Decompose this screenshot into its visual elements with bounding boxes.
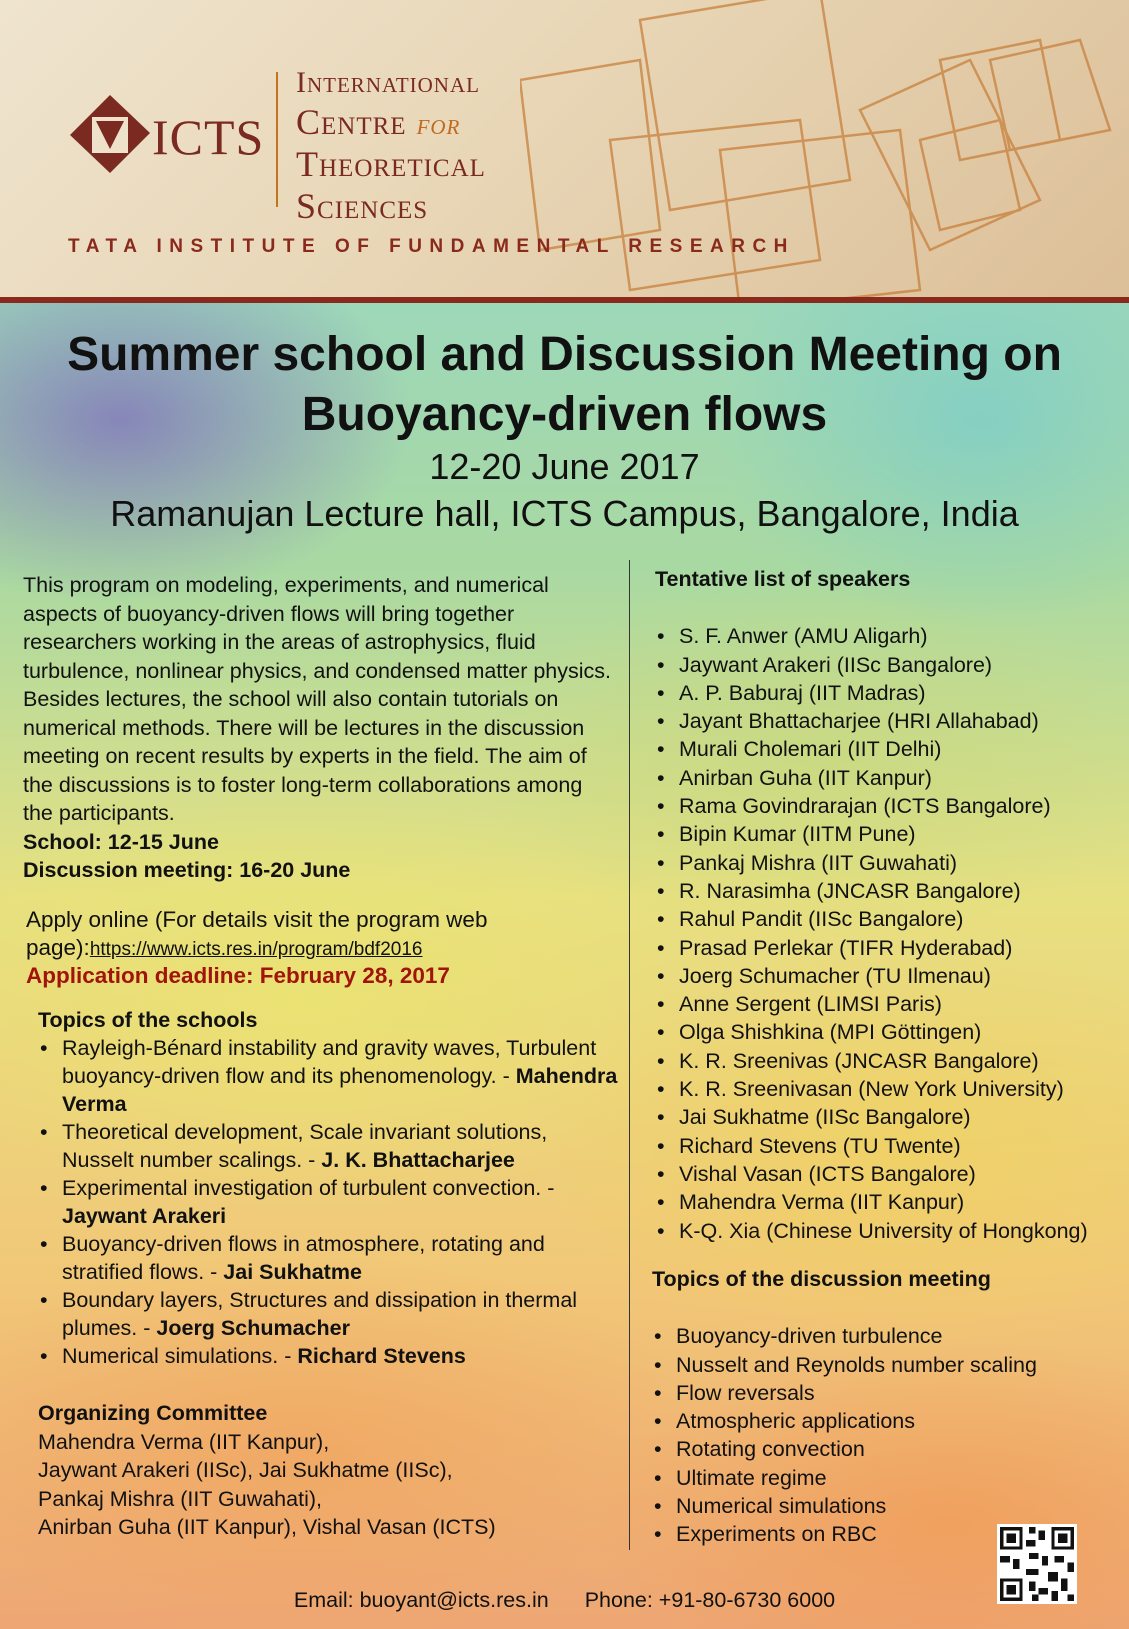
- list-item: • Rahul Pandit (IISc Bangalore): [655, 905, 1125, 933]
- organizing-committee: [38, 1399, 618, 1542]
- list-item: • S. F. Anwer (AMU Aligarh): [655, 622, 1125, 650]
- speakers-list: [655, 565, 1125, 1245]
- speakers-heading: Tentative list of speakers: [655, 567, 911, 591]
- list-item: • Jayant Bhattacharjee (HRI Allahabad): [655, 707, 1125, 735]
- icts-logo-icon: [70, 95, 150, 173]
- list-item: • Numerical simulations: [652, 1492, 1122, 1520]
- topic-text: Rayleigh-Bénard instability and gravity waves, Turbulent buoyancy-driven flow and its phenomenology. -: [62, 1036, 597, 1088]
- list-item: • Bipin Kumar (IITM Pune): [655, 820, 1125, 848]
- apply-info: [26, 906, 616, 964]
- logo-divider: [276, 72, 278, 207]
- discussion-dates: Discussion meeting: 16-20 June: [23, 858, 351, 882]
- for-word: for: [416, 108, 461, 141]
- list-item: • Jai Sukhatme (IISc Bangalore): [655, 1103, 1125, 1131]
- list-item: • Jaywant Arakeri (IISc Bangalore): [655, 651, 1125, 679]
- list-item: • Rotating convection: [652, 1435, 1122, 1463]
- committee-line: Mahendra Verma (IIT Kanpur),: [38, 1429, 330, 1454]
- list-item: [38, 1286, 618, 1342]
- committee-line: Pankaj Mishra (IIT Guwahati),: [38, 1486, 322, 1511]
- list-item: • Pankaj Mishra (IIT Guwahati): [655, 849, 1125, 877]
- school-topics-list: [38, 1034, 618, 1370]
- application-deadline: Application deadline: February 28, 2017: [26, 963, 450, 988]
- list-item: • Experiments on RBC: [652, 1520, 1122, 1548]
- topic-speaker: Richard Stevens: [297, 1344, 466, 1368]
- contact-phone: Phone: +91-80-6730 6000: [584, 1588, 836, 1612]
- topic-text: Boundary layers, Structures and dissipation in thermal plumes. -: [62, 1288, 578, 1340]
- event-title-line-2: Buoyancy-driven flows: [301, 388, 828, 441]
- header-banner: [0, 0, 1129, 303]
- centre-line-4: Sciences: [296, 186, 429, 226]
- meeting-topics: [652, 1265, 1122, 1549]
- list-item: • Buoyancy-driven turbulence: [652, 1322, 1122, 1350]
- list-item: • Anne Sergent (LIMSI Paris): [655, 990, 1125, 1018]
- list-item: • A. P. Baburaj (IIT Madras): [655, 679, 1125, 707]
- centre-line-3: Theoretical: [296, 144, 486, 184]
- list-item: • Vishal Vasan (ICTS Bangalore): [655, 1160, 1125, 1188]
- list-item: • Joerg Schumacher (TU Ilmenau): [655, 962, 1125, 990]
- centre-word: Centre: [296, 102, 407, 142]
- list-item: • Nusselt and Reynolds number scaling: [652, 1351, 1122, 1379]
- list-item: [38, 1118, 618, 1174]
- centre-line-2: [296, 104, 486, 140]
- topic-text: Experimental investigation of turbulent convection. -: [62, 1176, 555, 1200]
- topic-text: Numerical simulations. -: [62, 1344, 298, 1368]
- speaker-items: [655, 622, 1125, 1245]
- intro-text: This program on modeling, experiments, and numerical aspects of buoyancy-driven flows will bring together researchers working in the areas of astrophysics, fluid turbulence, nonlinear physics, and condensed matter physics. Besides lectures, the school will also contain tutorials on numerical methods. There will be lectures in the discussion meeting on recent results by experts in the field. The aim of the discussions is to foster long-term collaborations among the participants.: [23, 573, 612, 825]
- column-divider: [629, 560, 630, 1550]
- event-dates: 12-20 June 2017: [429, 446, 700, 487]
- list-item: • K. R. Sreenivas (JNCASR Bangalore): [655, 1047, 1125, 1075]
- list-item: • Rama Govindrarajan (ICTS Bangalore): [655, 792, 1125, 820]
- list-item: • Flow reversals: [652, 1379, 1122, 1407]
- topic-speaker: Jaywant Arakeri: [62, 1204, 227, 1228]
- list-item: • K. R. Sreenivasan (New York University): [655, 1075, 1125, 1103]
- list-item: • Prasad Perlekar (TIFR Hyderabad): [655, 934, 1125, 962]
- topic-speaker: J. K. Bhattacharjee: [321, 1148, 515, 1172]
- program-description: [23, 571, 613, 885]
- meeting-topic-items: [652, 1322, 1122, 1548]
- topic-speaker: Jai Sukhatme: [223, 1260, 362, 1284]
- centre-line-1: International: [296, 66, 480, 99]
- committee-line: Anirban Guha (IIT Kanpur), Vishal Vasan (ICTS): [38, 1515, 496, 1539]
- contact-footer: [0, 1588, 1129, 1613]
- event-title-line-1: Summer school and Discussion Meeting on: [67, 328, 1062, 381]
- committee-heading: Organizing Committee: [38, 1401, 268, 1425]
- list-item: • Richard Stevens (TU Twente): [655, 1132, 1125, 1160]
- topic-speaker: Mahendra Verma: [62, 1064, 618, 1116]
- school-topics: [38, 1006, 618, 1370]
- list-item: • R. Narasimha (JNCASR Bangalore): [655, 877, 1125, 905]
- list-item: • Olga Shishkina (MPI Göttingen): [655, 1018, 1125, 1046]
- event-venue: Ramanujan Lecture hall, ICTS Campus, Bangalore, India: [110, 493, 1019, 534]
- list-item: • K-Q. Xia (Chinese University of Hongkong): [655, 1217, 1125, 1245]
- topic-speaker: Joerg Schumacher: [156, 1316, 350, 1340]
- meeting-topics-heading: Topics of the discussion meeting: [652, 1267, 991, 1291]
- list-item: [38, 1230, 618, 1286]
- list-item: • Anirban Guha (IIT Kanpur): [655, 764, 1125, 792]
- list-item: [38, 1342, 618, 1370]
- topic-text: Buoyancy-driven flows in atmosphere, rotating and stratified flows. -: [62, 1232, 545, 1284]
- centre-name: [296, 68, 486, 224]
- event-title: [0, 325, 1129, 445]
- list-item: [38, 1034, 618, 1118]
- list-item: • Ultimate regime: [652, 1464, 1122, 1492]
- committee-line: Jaywant Arakeri (IISc), Jai Sukhatme (IISc),: [38, 1458, 453, 1482]
- list-item: • Atmospheric applications: [652, 1407, 1122, 1435]
- list-item: [38, 1174, 618, 1230]
- apply-text: Apply online (For details visit the program web page):: [26, 907, 488, 960]
- topic-text: Theoretical development, Scale invariant solutions, Nusselt number scalings. -: [62, 1120, 548, 1172]
- list-item: • Mahendra Verma (IIT Kanpur): [655, 1188, 1125, 1216]
- school-topics-heading: Topics of the schools: [38, 1008, 258, 1032]
- institute-name: TATA INSTITUTE OF FUNDAMENTAL RESEARCH: [68, 236, 795, 257]
- school-dates: School: 12-15 June: [23, 829, 219, 854]
- program-link[interactable]: https://www.icts.res.in/program/bdf2016: [89, 939, 423, 960]
- logo-wordmark: ICTS: [152, 109, 265, 165]
- contact-email[interactable]: Email: buoyant@icts.res.in: [293, 1588, 549, 1612]
- list-item: • Murali Cholemari (IIT Delhi): [655, 735, 1125, 763]
